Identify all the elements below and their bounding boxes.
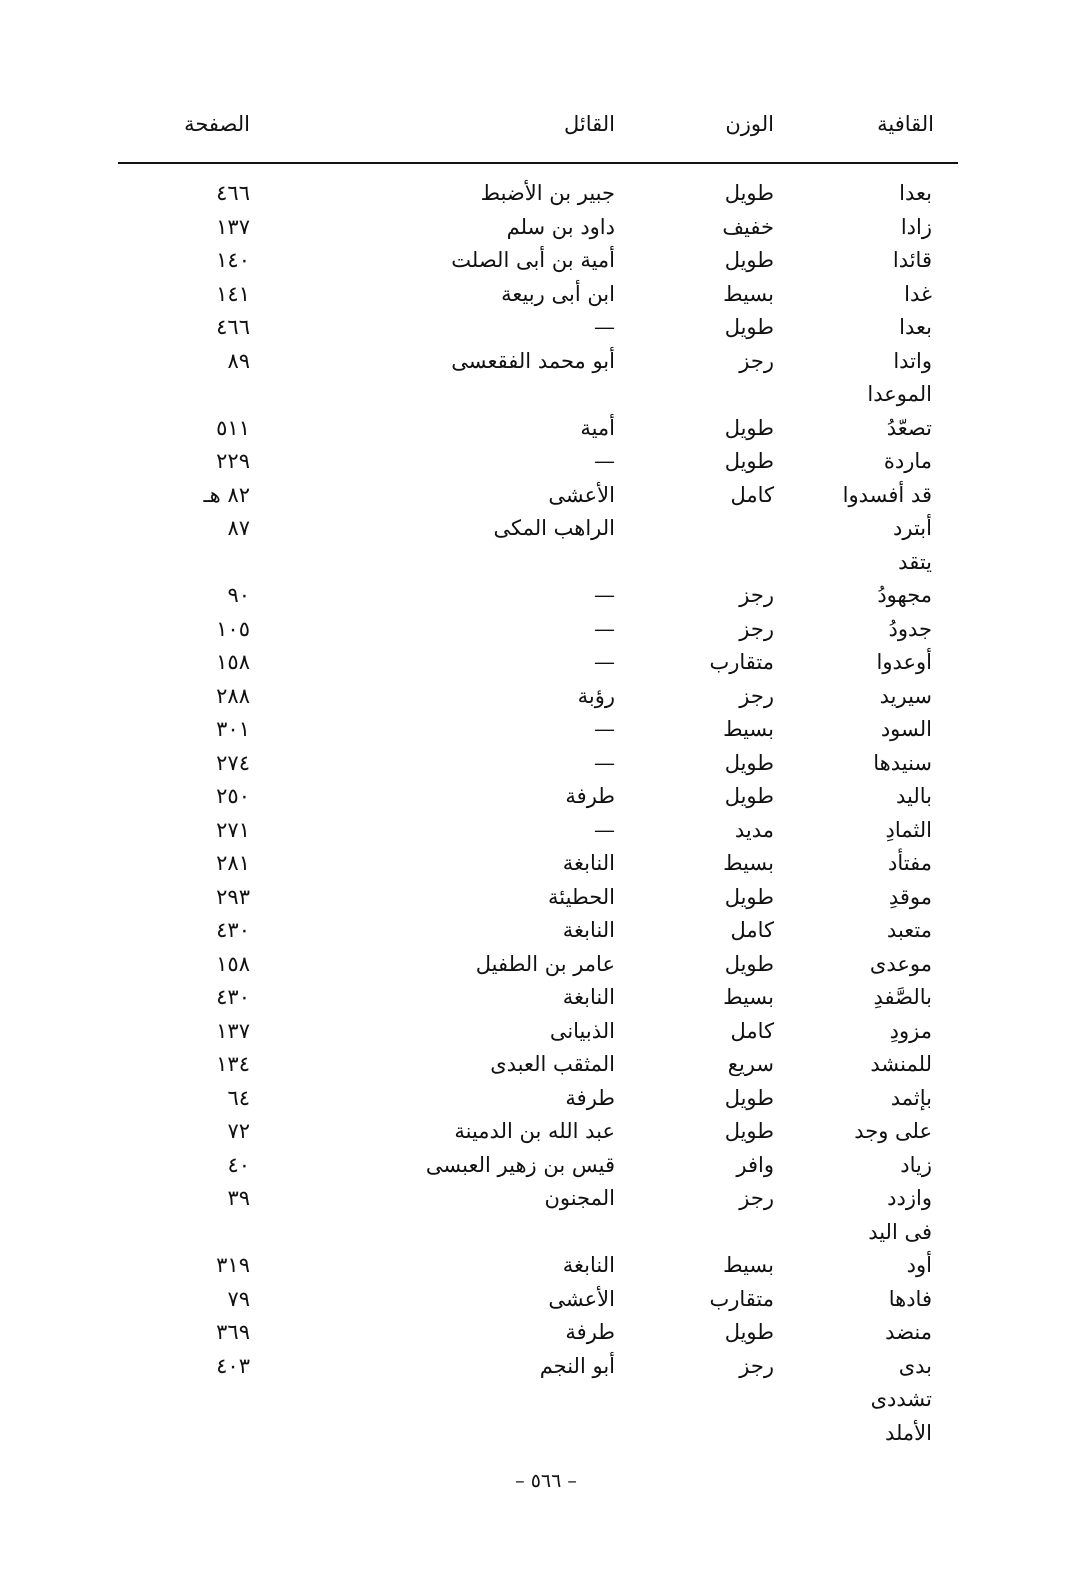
- table-row: [0, 1216, 1092, 1250]
- table-row: [0, 1249, 1092, 1283]
- wazn-cell: رجز: [739, 683, 774, 708]
- qafia-cell: فى اليد: [868, 1219, 932, 1244]
- page-cell: ١٤٠: [216, 248, 250, 272]
- table-row: [0, 278, 1092, 312]
- wazn-cell: طويل: [724, 248, 774, 272]
- table-row: [0, 1383, 1092, 1417]
- qafia-cell: الأملد: [884, 1420, 932, 1445]
- wazn-cell: طويل: [724, 750, 774, 775]
- wazn-cell: طويل: [724, 951, 774, 976]
- table-row: [0, 713, 1092, 747]
- wazn-cell: طويل: [724, 315, 774, 339]
- table-row: [0, 512, 1092, 546]
- page-cell: ١٣٧: [216, 1018, 250, 1043]
- qafia-cell: قد أفسدوا: [842, 482, 932, 507]
- wazn-cell: طويل: [724, 1085, 774, 1110]
- wazn-cell: كامل: [730, 482, 774, 507]
- qail-cell: —: [594, 717, 615, 741]
- qafia-cell: متعبد: [886, 918, 932, 942]
- qafia-cell: تشددى: [870, 1387, 932, 1411]
- qail-cell: —: [594, 449, 615, 473]
- qafia-cell: زياد: [900, 1152, 932, 1177]
- qafia-cell: سنيدها: [873, 750, 932, 775]
- qail-cell: —: [594, 616, 615, 641]
- wazn-cell: طويل: [724, 449, 774, 473]
- wazn-cell: طويل: [724, 884, 774, 909]
- qail-cell: أمية: [580, 415, 615, 440]
- table-row: [0, 747, 1092, 781]
- wazn-cell: رجز: [739, 583, 774, 607]
- qail-cell: النابغة: [562, 1253, 615, 1277]
- table-row: [0, 546, 1092, 580]
- qail-cell: الحطيئة: [548, 884, 615, 909]
- page-cell: ٢٨١: [216, 851, 250, 875]
- qail-cell: النابغة: [562, 851, 615, 875]
- qafia-cell: الموعدا: [867, 382, 932, 406]
- wazn-cell: مديد: [734, 817, 774, 842]
- page-cell: ٤٣٠: [216, 918, 250, 942]
- index-table: [0, 177, 1092, 1450]
- qail-cell: طرفة: [565, 1085, 615, 1110]
- header-qail: القائل: [563, 112, 615, 136]
- table-row: [0, 378, 1092, 412]
- wazn-cell: بسيط: [723, 281, 774, 306]
- page-cell: ٧٢: [227, 1119, 250, 1143]
- qafia-cell: باليد: [895, 784, 932, 808]
- page-cell: ١٣٤: [216, 1052, 250, 1076]
- qail-cell: الراهب المكى: [493, 516, 615, 540]
- wazn-cell: طويل: [724, 415, 774, 440]
- qafia-cell: بعدا: [899, 315, 932, 339]
- qafia-cell: ماردة: [883, 449, 932, 473]
- qafia-cell: بإثمد: [890, 1085, 932, 1110]
- qafia-cell: منضد: [885, 1320, 932, 1344]
- table-row: [0, 948, 1092, 982]
- qafia-cell: واتدا: [893, 348, 932, 373]
- qail-cell: الذبيانى: [549, 1018, 615, 1043]
- wazn-cell: متقارب: [709, 1286, 774, 1311]
- qafia-cell: قائدا: [892, 248, 932, 272]
- page-cell: ١٥٨: [216, 951, 250, 976]
- qail-cell: —: [594, 750, 615, 775]
- qail-cell: طرفة: [565, 784, 615, 808]
- qafia-cell: يتقد: [898, 549, 932, 574]
- qail-cell: —: [594, 817, 615, 842]
- page-cell: ٢٢٩: [216, 449, 250, 473]
- table-row: [0, 1015, 1092, 1049]
- page-cell: ٣٦٩: [216, 1320, 250, 1344]
- page-cell: ٤٦٦: [216, 181, 250, 205]
- page-cell: ٧٩: [227, 1286, 250, 1311]
- page-cell: ٨٢ هـ: [203, 482, 250, 507]
- wazn-cell: بسيط: [723, 851, 774, 875]
- page-cell: ٣١٩: [216, 1253, 250, 1277]
- page-cell: ٥١١: [216, 415, 250, 440]
- qafia-cell: مزودِ: [889, 1018, 932, 1043]
- page-cell: ٢٧١: [216, 817, 250, 842]
- table-row: [0, 211, 1092, 245]
- qafia-cell: أبترد: [893, 516, 932, 540]
- qail-cell: المجنون: [544, 1186, 615, 1210]
- wazn-cell: طويل: [724, 1119, 774, 1143]
- page-cell: ٩٠: [227, 583, 250, 607]
- page-cell: ١٣٧: [216, 214, 250, 239]
- qafia-cell: جدودُ: [888, 616, 932, 641]
- table-row: [0, 1082, 1092, 1116]
- qafia-cell: للمنشد: [870, 1052, 932, 1076]
- page-cell: ٢٩٣: [216, 884, 250, 909]
- table-row: [0, 1350, 1092, 1384]
- wazn-cell: خفيف: [722, 214, 774, 239]
- page-cell: ١٤١: [216, 281, 250, 306]
- table-row: [0, 311, 1092, 345]
- page-cell: ٤٦٦: [216, 315, 250, 339]
- page-cell: ٣٠١: [216, 717, 250, 741]
- header-wazn: الوزن: [725, 112, 774, 136]
- qail-cell: —: [594, 315, 615, 339]
- table-row: [0, 914, 1092, 948]
- qail-cell: النابغة: [562, 918, 615, 942]
- page-cell: ٢٧٤: [216, 750, 250, 775]
- qail-cell: جبير بن الأضبط: [480, 181, 615, 205]
- page-cell: ١٥٨: [216, 650, 250, 674]
- qafia-cell: موعدى: [869, 951, 932, 976]
- table-row: [0, 177, 1092, 211]
- table-row: [0, 613, 1092, 647]
- qail-cell: الأعشى: [548, 482, 615, 507]
- wazn-cell: رجز: [739, 348, 774, 373]
- qafia-cell: بعدا: [899, 181, 932, 205]
- qafia-cell: بالصَّفدِ: [873, 985, 932, 1009]
- table-row: [0, 1417, 1092, 1451]
- wazn-cell: طويل: [724, 181, 774, 205]
- table-row: [0, 646, 1092, 680]
- table-row: [0, 1048, 1092, 1082]
- qafia-cell: فادها: [888, 1286, 932, 1311]
- table-row: [0, 1283, 1092, 1317]
- wazn-cell: بسيط: [723, 717, 774, 741]
- table-row: [0, 847, 1092, 881]
- qafia-cell: وازدد: [887, 1186, 932, 1210]
- page-cell: ٢٥٠: [216, 784, 250, 808]
- qail-cell: عامر بن الطفيل: [475, 951, 615, 976]
- table-row: [0, 1149, 1092, 1183]
- table-row: [0, 780, 1092, 814]
- wazn-cell: طويل: [724, 1320, 774, 1344]
- wazn-cell: كامل: [730, 918, 774, 942]
- table-row: [0, 445, 1092, 479]
- qafia-cell: مجهودُ: [877, 583, 932, 607]
- page-number: – ٥٦٦ –: [515, 1470, 577, 1492]
- table-row: [0, 881, 1092, 915]
- wazn-cell: طويل: [724, 784, 774, 808]
- qafia-cell: أود: [906, 1253, 932, 1277]
- table-row: [0, 1182, 1092, 1216]
- page-cell: ٨٩: [227, 348, 250, 373]
- qail-cell: أمية بن أبى الصلت: [451, 248, 615, 272]
- page-cell: ٤٠: [227, 1152, 250, 1177]
- qail-cell: النابغة: [562, 985, 615, 1009]
- qafia-cell: الثمادِ: [885, 817, 932, 842]
- page-cell: ٣٩: [227, 1186, 250, 1210]
- page-cell: ٤٣٠: [216, 985, 250, 1009]
- wazn-cell: بسيط: [723, 985, 774, 1009]
- qail-cell: رؤبة: [577, 683, 615, 708]
- table-row: [0, 1316, 1092, 1350]
- page-cell: ٢٨٨: [216, 683, 250, 708]
- table-row: [0, 579, 1092, 613]
- qafia-cell: سيريد: [879, 683, 932, 708]
- qail-cell: عبد الله بن الدمينة: [454, 1119, 615, 1143]
- qail-cell: —: [594, 583, 615, 607]
- page-cell: ٤٠٣: [216, 1353, 250, 1378]
- qafia-cell: موقدِ: [888, 884, 932, 909]
- qail-cell: المثقب العبدى: [490, 1052, 615, 1076]
- wazn-cell: رجز: [739, 616, 774, 641]
- qafia-cell: السود: [880, 717, 932, 741]
- qail-cell: —: [594, 650, 615, 674]
- qafia-cell: غدا: [904, 281, 932, 306]
- table-row: [0, 680, 1092, 714]
- qail-cell: داود بن سلم: [506, 214, 615, 239]
- page-cell: ١٠٥: [216, 616, 250, 641]
- table-row: [0, 814, 1092, 848]
- qail-cell: الأعشى: [548, 1286, 615, 1311]
- header-rule: [118, 162, 958, 164]
- qafia-cell: زادا: [900, 214, 932, 239]
- qafia-cell: تصعّدُ: [886, 415, 932, 440]
- wazn-cell: رجز: [739, 1186, 774, 1210]
- header-qafia: القافية: [877, 112, 934, 136]
- qail-cell: طرفة: [565, 1320, 615, 1344]
- table-row: [0, 479, 1092, 513]
- wazn-cell: بسيط: [723, 1253, 774, 1277]
- header-page: الصفحة: [184, 112, 250, 136]
- page-cell: ٨٧: [227, 516, 250, 540]
- qafia-cell: على وجد: [854, 1119, 932, 1143]
- table-row: [0, 345, 1092, 379]
- page-cell: ٦٤: [227, 1085, 250, 1110]
- qail-cell: أبو النجم: [539, 1353, 615, 1378]
- wazn-cell: سريع: [727, 1052, 774, 1076]
- qail-cell: ابن أبى ربيعة: [501, 281, 615, 306]
- wazn-cell: متقارب: [709, 650, 774, 674]
- wazn-cell: كامل: [730, 1018, 774, 1043]
- qafia-cell: أوعدوا: [876, 650, 932, 674]
- wazn-cell: رجز: [739, 1353, 774, 1378]
- table-row: [0, 1115, 1092, 1149]
- qafia-cell: بدى: [898, 1353, 932, 1378]
- qail-cell: أبو محمد الفقعسى: [451, 348, 615, 373]
- qafia-cell: مفتأد: [888, 851, 932, 875]
- qail-cell: قيس بن زهير العبسى: [425, 1152, 615, 1177]
- wazn-cell: وافر: [736, 1152, 774, 1177]
- table-row: [0, 412, 1092, 446]
- table-row: [0, 981, 1092, 1015]
- table-row: [0, 244, 1092, 278]
